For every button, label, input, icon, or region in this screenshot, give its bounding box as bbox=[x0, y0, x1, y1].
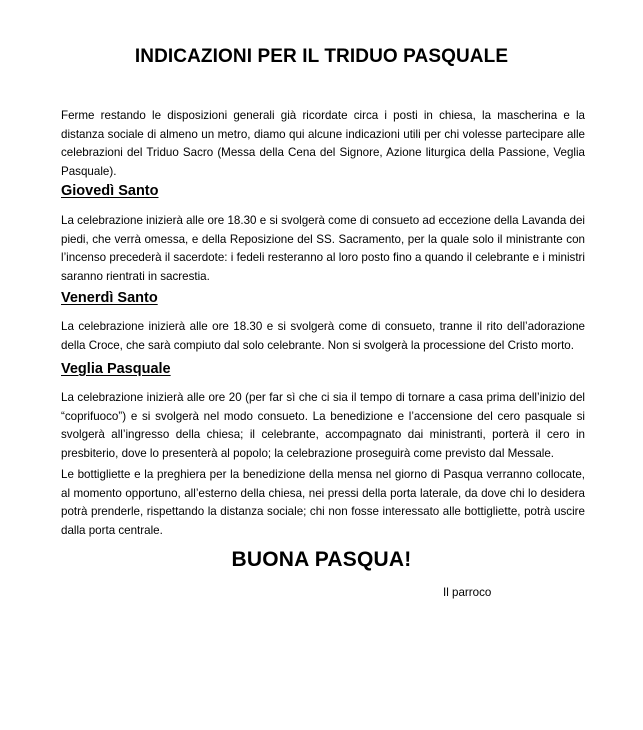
paragraph-veglia-pasquale: La celebrazione inizierà alle ore 20 (per far sì che ci sia il tempo di tornare a casa prima dell’inizio del “coprifuoco”) e si svolgerà nel modo consueto. La benedizione e l’accensione del cero pasquale si svolgerà all’ingresso della chiesa; il celebrante, accompagnato dai ministranti, porterà il cero in presbiterio, dove lo presenterà al popolo; la celebrazione proseguirà come previsto dal Messale. bbox=[61, 391, 585, 460]
heading-veglia-pasquale: Veglia Pasquale bbox=[61, 361, 171, 377]
intro-paragraph: Ferme restando le disposizioni generali già ricordate circa i posti in chiesa, la mascherina e la distanza sociale di almeno un metro, diamo qui alcune indicazioni utili per chi volesse partecipare alle celebrazioni del Triduo Sacro (Messa della Cena del Signore, Azione liturgica della Passione, Veglia Pasquale). bbox=[61, 109, 585, 178]
heading-giovedi-santo: Giovedì Santo bbox=[61, 183, 159, 199]
closing-greeting: BUONA PASQUA! bbox=[231, 548, 412, 571]
paragraph-venerdi-santo: La celebrazione inizierà alle ore 18.30 e si svolgerà come di consueto, tranne il rito dell’adorazione della Croce, che sarà compiuto dal solo celebrante. Non si svolgerà la processione del Cristo morto. bbox=[61, 320, 585, 352]
signature: Il parroco bbox=[443, 586, 492, 599]
paragraph-bottigliette: Le bottigliette e la preghiera per la benedizione della mensa nel giorno di Pasqua verranno collocate, al momento opportuno, all’esterno della chiesa, nei pressi della porta laterale, da dove chi lo desidera potrà prenderle, rispettando la distanza sociale; chi non fosse interessato alle bottigliette, potrà uscire dalla porta centrale. bbox=[61, 468, 585, 537]
heading-venerdi-santo: Venerdì Santo bbox=[61, 290, 158, 306]
paragraph-giovedi-santo: La celebrazione inizierà alle ore 18.30 e si svolgerà come di consueto ad eccezione della Lavanda dei piedi, che verrà omessa, e della Reposizione del SS. Sacramento, per la quale solo il ministrante con l’incenso precederà il sacerdote: i fedeli resteranno al loro posto fino a quando il celebrante e i ministri saranno rientrati in sacrestia. bbox=[61, 214, 585, 283]
document-title: INDICAZIONI PER IL TRIDUO PASQUALE bbox=[134, 46, 509, 67]
